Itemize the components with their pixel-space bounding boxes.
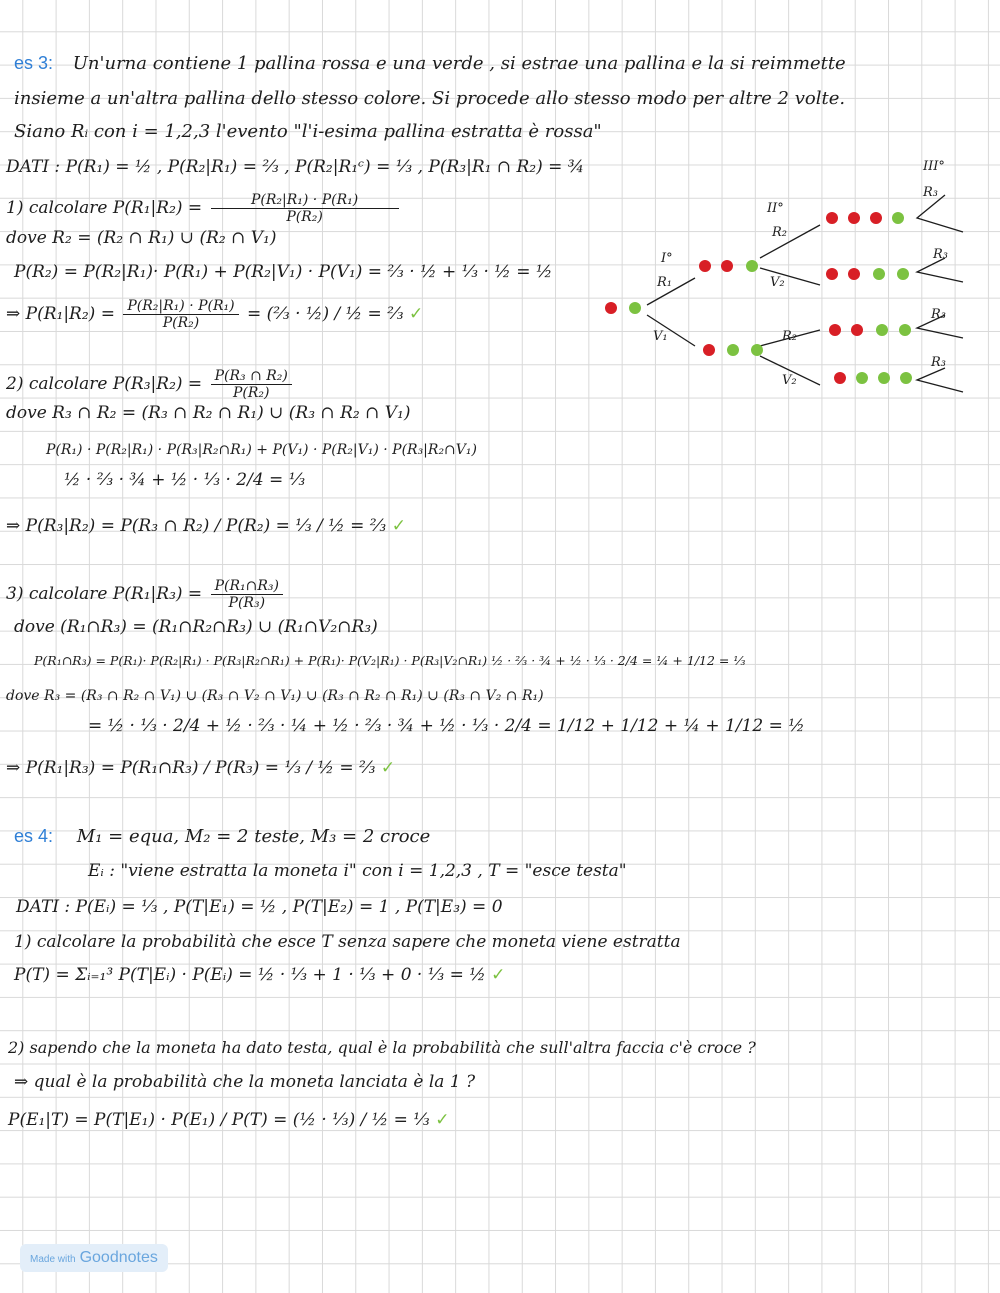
es3-q3-line3: = ½ · ⅓ · 2/4 + ½ · ⅔ · ¼ + ½ · ⅔ · ¾ + ½ · ⅓ · 2/4 = 1/12 + 1/12 + ¼ + 1/12 = ½ (88, 716, 805, 736)
es3-q1 (6, 192, 402, 225)
es3-text-1: Un'urna contiene 1 pallina rossa e una verde , si estrae una pallina e la si reimmette (72, 53, 846, 74)
es3-q2-result (6, 516, 406, 536)
es3-q3-text: 3) calcolare P(R₁|R₃) = (6, 584, 203, 604)
branch-r3-4 (917, 368, 963, 392)
ball-green (727, 344, 739, 356)
ball-green (876, 324, 888, 336)
es3-q2-result-text: ⇒ P(R₃|R₂) = P(R₃ ∩ R₂) / P(R₂) = ⅓ / ½ = ⅔ (6, 516, 387, 536)
ball-red (829, 324, 841, 336)
es4-dati: DATI : P(Eᵢ) = ⅓ , P(T|E₁) = ½ , P(T|E₂) = 1 , P(T|E₃) = 0 (16, 897, 503, 917)
es4-line2: Eᵢ : "viene estratta la moneta i" con i = 1,2,3 , T = "esce testa" (88, 861, 627, 881)
branch-label-r1: R₁ (657, 275, 672, 290)
es3-q3-fraction (211, 578, 283, 611)
es3-q3-line1: P(R₁∩R₃) = P(R₁)· P(R₂|R₁) · P(R₃|R₂∩R₁) + P(R₁)· P(V₂|R₁) · P(R₃|V₂∩R₁) ½ · ⅔ · ¾ + ½ · ⅓ · 2/4 = ¼ + 1/12 = ⅓ (34, 653, 746, 668)
es3-q3-dove: dove (R₁∩R₃) = (R₁∩R₂∩R₃) ∪ (R₁∩V₂∩R₃) (14, 617, 378, 637)
es3-heading-line (14, 53, 846, 74)
es3-q1-numerator: P(R₂|R₁) · P(R₁) (211, 192, 399, 209)
es4-q1-formula: P(T) = Σᵢ₌₁³ P(T|Eᵢ) · P(Eᵢ) = ½ · ⅓ + 1 · ⅓ + 0 · ⅓ = ½ (14, 965, 486, 985)
ball-red (834, 372, 846, 384)
ball-green (629, 302, 641, 314)
ball-red (703, 344, 715, 356)
ball-green (899, 324, 911, 336)
es3-q1-result-denominator: P(R₂) (162, 315, 200, 331)
es3-q1-result-fraction (123, 298, 238, 331)
ball-green (746, 260, 758, 272)
ball-green (856, 372, 868, 384)
es3-q1-pr2: P(R₂) = P(R₂|R₁)· P(R₁) + P(R₂|V₁) · P(V₁) = ⅔ · ½ + ⅓ · ½ = ½ (14, 262, 553, 282)
es3-q1-result-numerator: P(R₂|R₁) · P(R₁) (123, 298, 238, 315)
es3-q1-fraction (211, 192, 399, 225)
ball-green (878, 372, 890, 384)
branch-label-r3: R₃ (923, 185, 938, 200)
es4-line1: M₁ = equa, M₂ = 2 teste, M₃ = 2 croce (76, 826, 431, 847)
es4-q2: 2) sapendo che la moneta ha dato testa, qual è la probabilità che sull'altra faccia c'è croce ? (8, 1038, 756, 1057)
es3-q1-result (6, 298, 423, 331)
ball-green (892, 212, 904, 224)
goodnotes-brand: Goodnotes (79, 1249, 158, 1266)
es3-q2-dove: dove R₃ ∩ R₂ = (R₃ ∩ R₂ ∩ R₁) ∪ (R₃ ∩ R₂ ∩ V₁) (6, 403, 411, 423)
es3-q3-denominator: P(R₃) (228, 595, 266, 611)
made-with-text: Made with (30, 1254, 76, 1265)
es3-q3-numerator: P(R₁∩R₃) (211, 578, 283, 595)
es3-q2-line1: P(R₁) · P(R₂|R₁) · P(R₃|R₂∩R₁) + P(V₁) · P(R₂|V₁) · P(R₃|R₂∩V₁) (46, 442, 477, 458)
ball-red (848, 212, 860, 224)
es3-text-3: Siano Rᵢ con i = 1,2,3 l'evento "l'i-esima pallina estratta è rossa" (14, 121, 602, 142)
ball-red (699, 260, 711, 272)
branch-label-v2: V₂ (782, 373, 797, 388)
ball-red (851, 324, 863, 336)
ball-green (900, 372, 912, 384)
es4-q2-formula: P(E₁|T) = P(T|E₁) · P(E₁) / P(T) = (½ · ⅓) / ½ = ⅓ (8, 1110, 430, 1130)
ball-red (848, 268, 860, 280)
branch-label-v2: V₂ (770, 275, 785, 290)
branch-r3-1 (917, 195, 963, 232)
es4-q1-formula-line (14, 965, 505, 985)
ball-red (870, 212, 882, 224)
ball-red (826, 268, 838, 280)
es3-q1-result-a: ⇒ P(R₁|R₂) = (6, 304, 115, 324)
check-mark: ✓ (391, 516, 406, 536)
es3-text-2: insieme a un'altra pallina dello stesso colore. Si procede allo stesso modo per altre 2 volte. (14, 88, 846, 109)
check-mark: ✓ (491, 965, 506, 985)
es3-q1-denominator: P(R₂) (286, 209, 323, 225)
es3-q2-line2: ½ · ⅔ · ¾ + ½ · ⅓ · 2/4 = ⅓ (64, 470, 306, 490)
es4-q2-b: ⇒ qual è la probabilità che la moneta lanciata è la 1 ? (14, 1072, 476, 1092)
es3-label: es 3: (14, 53, 54, 73)
es3-q1-result-b: = (⅔ · ½) / ½ = ⅔ (247, 304, 404, 324)
ball-green (897, 268, 909, 280)
ball-red (605, 302, 617, 314)
check-mark: ✓ (409, 304, 424, 324)
stage-3-label: III° (923, 159, 945, 174)
branch-label-r3: R₃ (933, 247, 948, 262)
es3-q2-text: 2) calcolare P(R₃|R₂) = (6, 374, 203, 394)
es3-q3-result-text: ⇒ P(R₁|R₃) = P(R₁∩R₃) / P(R₃) = ⅓ / ½ = ⅔ (6, 758, 376, 778)
branch-label-r2: R₂ (772, 225, 787, 240)
es3-q2-fraction (211, 368, 292, 401)
ball-red (826, 212, 838, 224)
ball-red (721, 260, 733, 272)
ball-green (751, 344, 763, 356)
es3-q1-text: 1) calcolare P(R₁|R₂) = (6, 198, 203, 218)
made-with-goodnotes-badge (20, 1244, 168, 1272)
es4-label: es 4: (14, 826, 54, 846)
branch-label-r2: R₂ (782, 329, 797, 344)
es3-q3-result (6, 758, 395, 778)
branch-r1-v2 (760, 268, 820, 285)
es3-q3-line2: dove R₃ = (R₃ ∩ R₂ ∩ V₁) ∪ (R₃ ∩ V₂ ∩ V₁) ∪ (R₃ ∩ R₂ ∩ R₁) ∪ (R₃ ∩ V₂ ∩ R₁) (6, 688, 544, 704)
es3-q1-dove: dove R₂ = (R₂ ∩ R₁) ∪ (R₂ ∩ V₁) (6, 228, 277, 248)
es4-q2-formula-line (8, 1110, 449, 1130)
ball-green (873, 268, 885, 280)
es3-q3 (6, 578, 286, 611)
probability-tree-diagram (595, 150, 975, 410)
check-mark: ✓ (435, 1110, 450, 1130)
check-mark: ✓ (380, 758, 396, 778)
branch-label-r3: R₃ (931, 307, 946, 322)
es4-heading-line (14, 826, 430, 847)
branch-r1-r2 (760, 225, 820, 258)
stage-1-label: I° (661, 251, 673, 266)
stage-2-label: II° (767, 201, 784, 216)
tree-branches (647, 195, 963, 392)
branch-label-v1: V₁ (653, 329, 668, 344)
es3-q2 (6, 368, 295, 401)
es4-q1: 1) calcolare la probabilità che esce T senza sapere che moneta viene estratta (14, 932, 681, 952)
branch-label-r3: R₃ (931, 355, 946, 370)
es3-q2-denominator: P(R₂) (232, 385, 270, 401)
tree-balls (605, 212, 912, 384)
es3-dati: DATI : P(R₁) = ½ , P(R₂|R₁) = ⅔ , P(R₂|R₁ᶜ) = ⅓ , P(R₃|R₁ ∩ R₂) = ¾ (6, 157, 585, 177)
es3-q2-numerator: P(R₃ ∩ R₂) (211, 368, 292, 385)
